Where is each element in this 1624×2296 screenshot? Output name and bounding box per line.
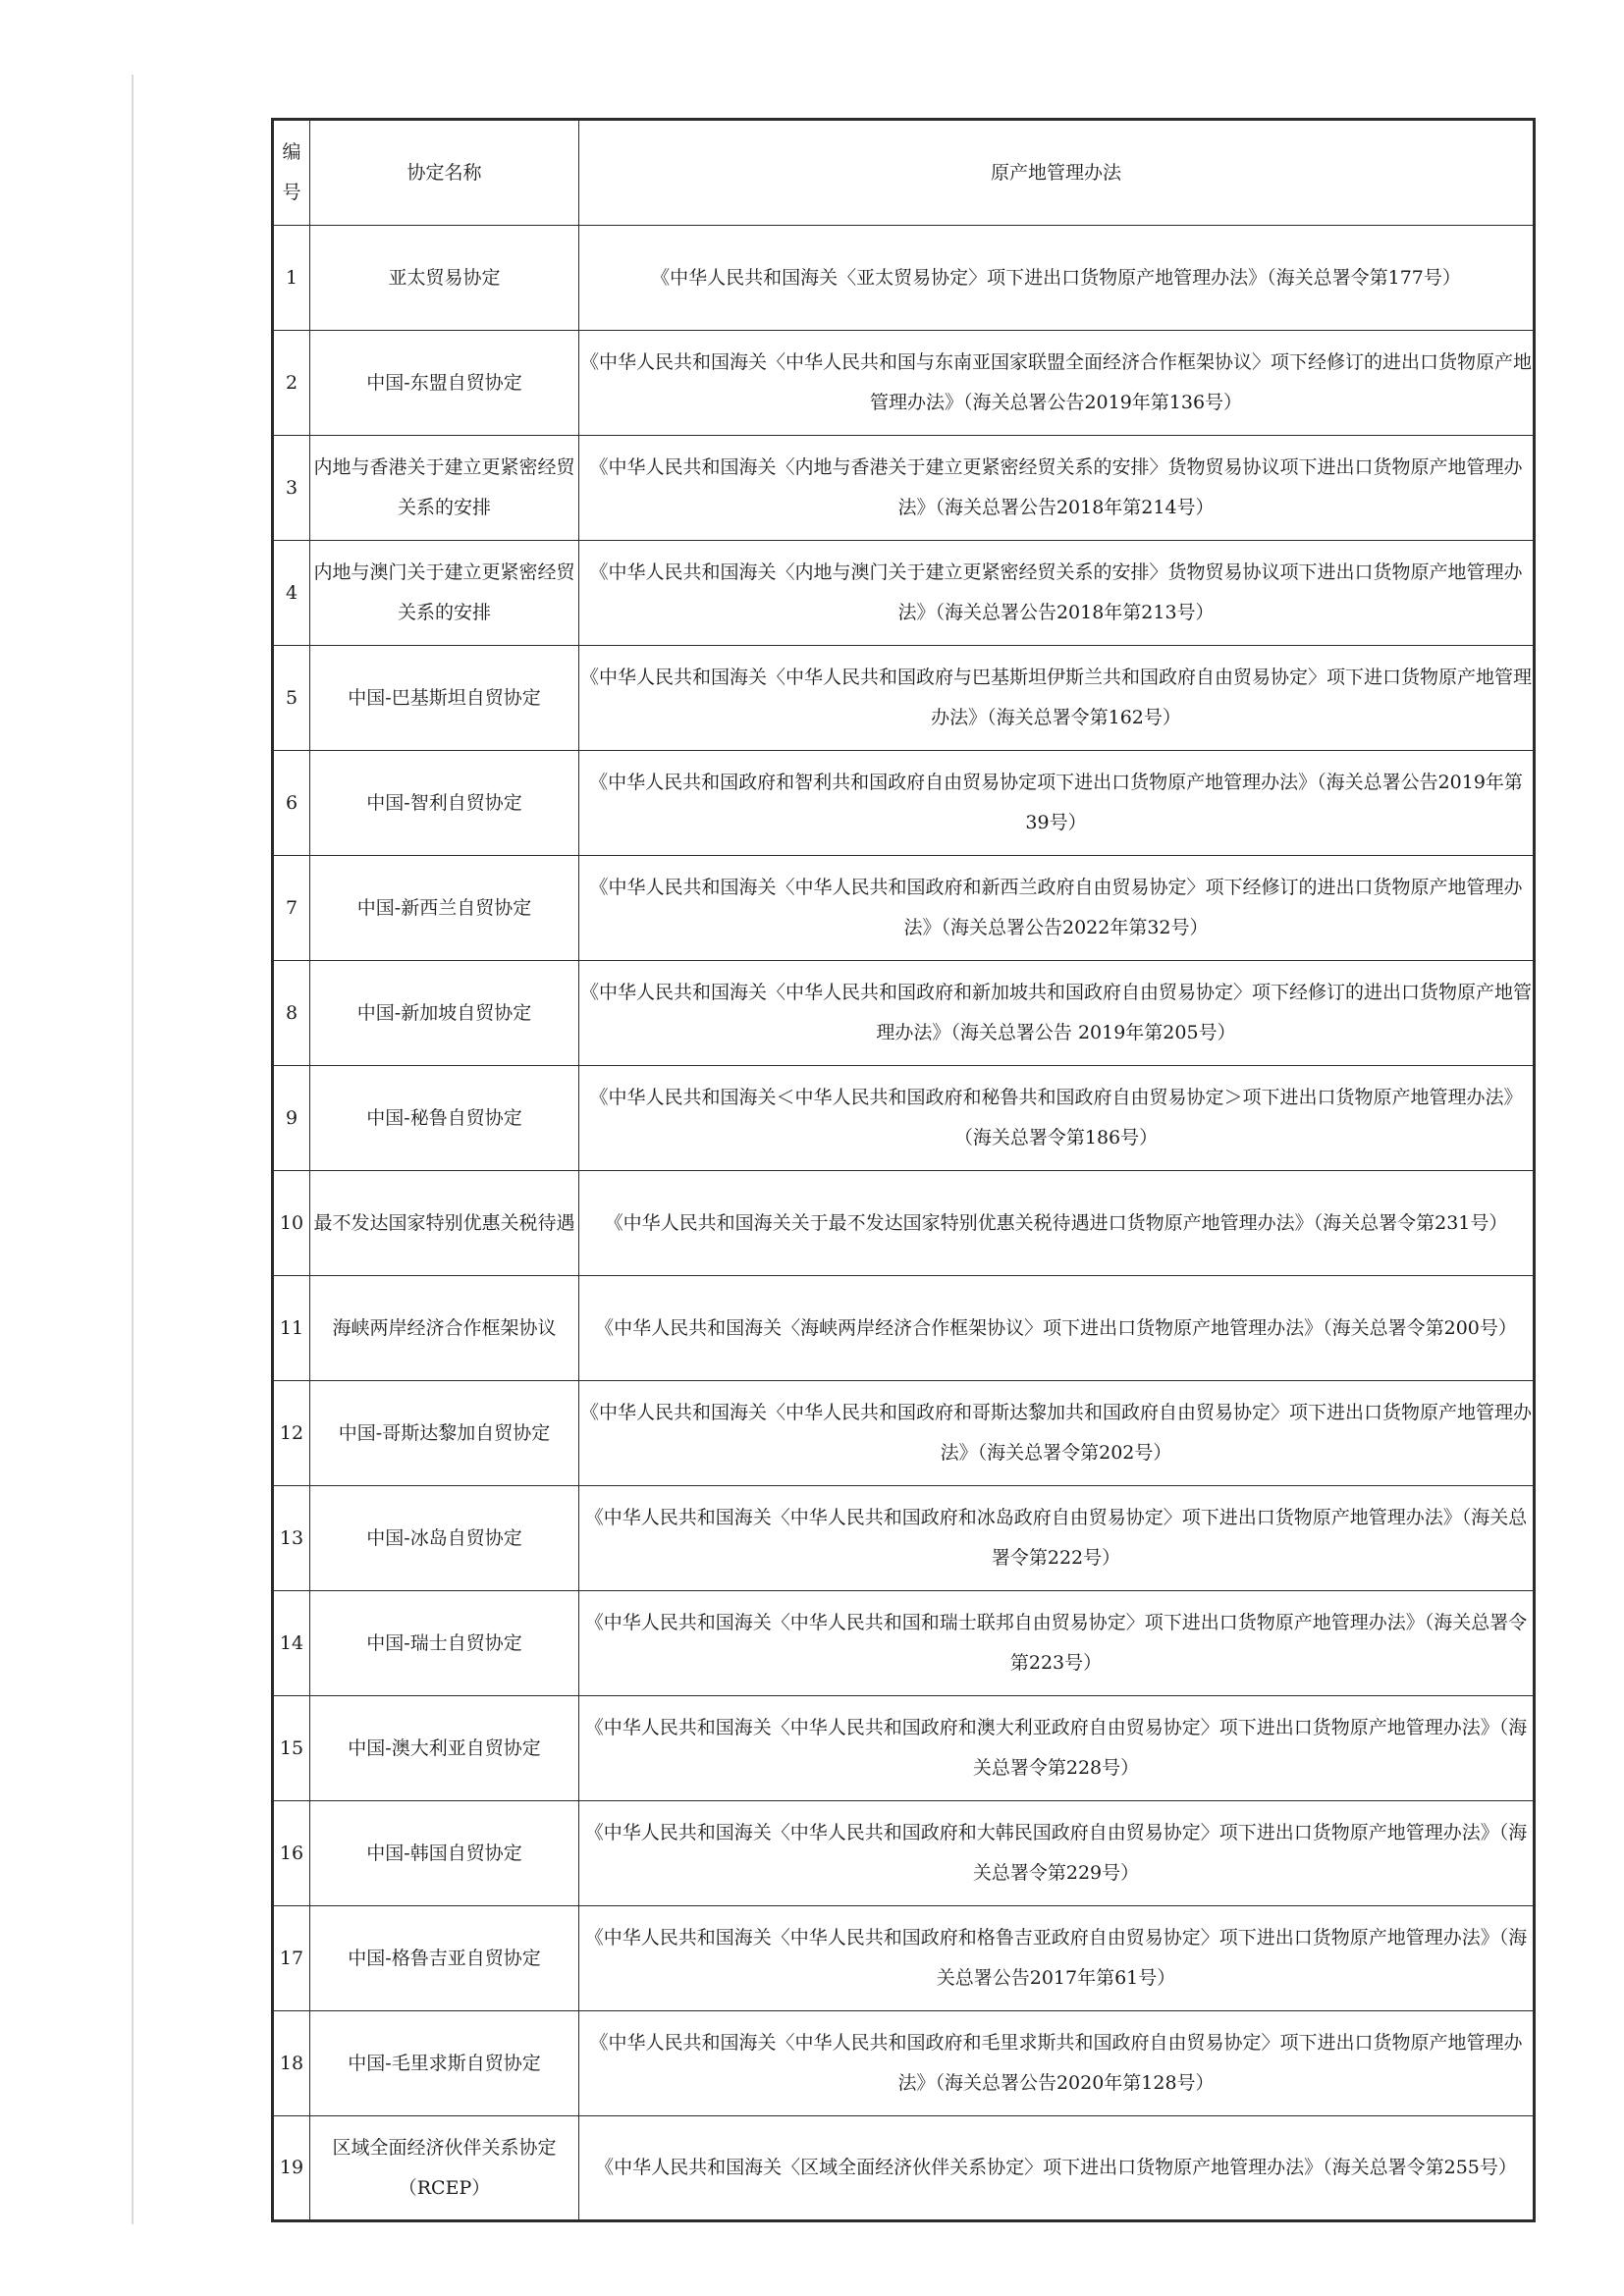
origin-rules-table-container bbox=[271, 118, 1533, 2222]
agreement-name: 内地与澳门关于建立更紧密经贸关系的安排 bbox=[310, 541, 579, 646]
row-number: 17 bbox=[273, 1906, 310, 2011]
table-row bbox=[273, 226, 1535, 331]
page-margin-line bbox=[132, 75, 134, 2224]
agreement-name: 中国-新加坡自贸协定 bbox=[310, 961, 579, 1066]
table-body bbox=[273, 226, 1535, 2221]
origin-method: 《中华人民共和国海关＜中华人民共和国政府和秘鲁共和国政府自由贸易协定＞项下进出口货物原产地管理办法》（海关总署令第186号） bbox=[579, 1066, 1535, 1171]
row-number: 10 bbox=[273, 1171, 310, 1276]
origin-method: 《中华人民共和国海关〈内地与澳门关于建立更紧密经贸关系的安排〉货物贸易协议项下进出口货物原产地管理办法》（海关总署公告2018年第213号） bbox=[579, 541, 1535, 646]
agreement-name: 海峡两岸经济合作框架协议 bbox=[310, 1276, 579, 1381]
table-row bbox=[273, 646, 1535, 751]
row-number: 11 bbox=[273, 1276, 310, 1381]
origin-method: 《中华人民共和国海关〈亚太贸易协定〉项下进出口货物原产地管理办法》（海关总署令第177号） bbox=[579, 226, 1535, 331]
row-number: 7 bbox=[273, 856, 310, 961]
header-number: 编号 bbox=[273, 120, 310, 226]
agreement-name: 中国-秘鲁自贸协定 bbox=[310, 1066, 579, 1171]
table-row bbox=[273, 1801, 1535, 1906]
origin-method: 《中华人民共和国海关〈中华人民共和国政府和冰岛政府自由贸易协定〉项下进出口货物原产地管理办法》（海关总署令第222号） bbox=[579, 1486, 1535, 1591]
table-row bbox=[273, 751, 1535, 856]
origin-method: 《中华人民共和国海关〈中华人民共和国政府和新西兰政府自由贸易协定〉项下经修订的进出口货物原产地管理办法》（海关总署公告2022年第32号） bbox=[579, 856, 1535, 961]
row-number: 13 bbox=[273, 1486, 310, 1591]
table-row bbox=[273, 1171, 1535, 1276]
agreement-name: 中国-冰岛自贸协定 bbox=[310, 1486, 579, 1591]
table-row bbox=[273, 961, 1535, 1066]
origin-method: 《中华人民共和国海关〈区域全面经济伙伴关系协定〉项下进出口货物原产地管理办法》（海关总署令第255号） bbox=[579, 2116, 1535, 2221]
agreement-name: 中国-格鲁吉亚自贸协定 bbox=[310, 1906, 579, 2011]
origin-method: 《中华人民共和国海关〈中华人民共和国政府和新加坡共和国政府自由贸易协定〉项下经修订的进出口货物原产地管理办法》（海关总署公告 2019年第205号） bbox=[579, 961, 1535, 1066]
table-row bbox=[273, 1591, 1535, 1696]
agreement-name: 中国-巴基斯坦自贸协定 bbox=[310, 646, 579, 751]
row-number: 16 bbox=[273, 1801, 310, 1906]
header-agreement-name: 协定名称 bbox=[310, 120, 579, 226]
origin-method: 《中华人民共和国海关〈中华人民共和国政府和大韩民国政府自由贸易协定〉项下进出口货物原产地管理办法》（海关总署令第229号） bbox=[579, 1801, 1535, 1906]
table-row bbox=[273, 1696, 1535, 1801]
agreement-name: 中国-智利自贸协定 bbox=[310, 751, 579, 856]
agreement-name: 内地与香港关于建立更紧密经贸关系的安排 bbox=[310, 436, 579, 541]
table-row bbox=[273, 331, 1535, 436]
row-number: 18 bbox=[273, 2011, 310, 2116]
table-row bbox=[273, 1906, 1535, 2011]
agreement-name: 中国-澳大利亚自贸协定 bbox=[310, 1696, 579, 1801]
row-number: 19 bbox=[273, 2116, 310, 2221]
table-row bbox=[273, 436, 1535, 541]
row-number: 15 bbox=[273, 1696, 310, 1801]
origin-method: 《中华人民共和国海关〈中华人民共和国政府与巴基斯坦伊斯兰共和国政府自由贸易协定〉项下进口货物原产地管理办法》（海关总署令第162号） bbox=[579, 646, 1535, 751]
row-number: 6 bbox=[273, 751, 310, 856]
row-number: 2 bbox=[273, 331, 310, 436]
agreement-name: 最不发达国家特别优惠关税待遇 bbox=[310, 1171, 579, 1276]
agreement-name: 中国-新西兰自贸协定 bbox=[310, 856, 579, 961]
origin-method: 《中华人民共和国海关〈中华人民共和国政府和哥斯达黎加共和国政府自由贸易协定〉项下进出口货物原产地管理办法》（海关总署令第202号） bbox=[579, 1381, 1535, 1486]
agreement-name: 亚太贸易协定 bbox=[310, 226, 579, 331]
table-header-row bbox=[273, 120, 1535, 226]
row-number: 12 bbox=[273, 1381, 310, 1486]
row-number: 8 bbox=[273, 961, 310, 1066]
row-number: 5 bbox=[273, 646, 310, 751]
row-number: 3 bbox=[273, 436, 310, 541]
table-row bbox=[273, 2011, 1535, 2116]
origin-method: 《中华人民共和国海关〈中华人民共和国政府和澳大利亚政府自由贸易协定〉项下进出口货物原产地管理办法》（海关总署令第228号） bbox=[579, 1696, 1535, 1801]
row-number: 14 bbox=[273, 1591, 310, 1696]
origin-method: 《中华人民共和国海关〈中华人民共和国和瑞士联邦自由贸易协定〉项下进出口货物原产地管理办法》（海关总署令第223号） bbox=[579, 1591, 1535, 1696]
table-row bbox=[273, 1066, 1535, 1171]
row-number: 9 bbox=[273, 1066, 310, 1171]
agreement-name: 中国-哥斯达黎加自贸协定 bbox=[310, 1381, 579, 1486]
table-row bbox=[273, 2116, 1535, 2221]
origin-method: 《中华人民共和国海关〈中华人民共和国政府和格鲁吉亚政府自由贸易协定〉项下进出口货物原产地管理办法》（海关总署公告2017年第61号） bbox=[579, 1906, 1535, 2011]
table-row bbox=[273, 1486, 1535, 1591]
header-origin-method: 原产地管理办法 bbox=[579, 120, 1535, 226]
row-number: 1 bbox=[273, 226, 310, 331]
origin-method: 《中华人民共和国海关〈内地与香港关于建立更紧密经贸关系的安排〉货物贸易协议项下进出口货物原产地管理办法》（海关总署公告2018年第214号） bbox=[579, 436, 1535, 541]
table-row bbox=[273, 1381, 1535, 1486]
origin-rules-table bbox=[271, 118, 1536, 2222]
table-row bbox=[273, 856, 1535, 961]
origin-method: 《中华人民共和国海关〈中华人民共和国政府和毛里求斯共和国政府自由贸易协定〉项下进出口货物原产地管理办法》（海关总署公告2020年第128号） bbox=[579, 2011, 1535, 2116]
table-row bbox=[273, 541, 1535, 646]
table-row bbox=[273, 1276, 1535, 1381]
agreement-name: 区域全面经济伙伴关系协定（RCEP） bbox=[310, 2116, 579, 2221]
origin-method: 《中华人民共和国海关〈海峡两岸经济合作框架协议〉项下进出口货物原产地管理办法》（海关总署令第200号） bbox=[579, 1276, 1535, 1381]
agreement-name: 中国-瑞士自贸协定 bbox=[310, 1591, 579, 1696]
agreement-name: 中国-韩国自贸协定 bbox=[310, 1801, 579, 1906]
agreement-name: 中国-东盟自贸协定 bbox=[310, 331, 579, 436]
row-number: 4 bbox=[273, 541, 310, 646]
agreement-name: 中国-毛里求斯自贸协定 bbox=[310, 2011, 579, 2116]
origin-method: 《中华人民共和国政府和智利共和国政府自由贸易协定项下进出口货物原产地管理办法》（海关总署公告2019年第39号） bbox=[579, 751, 1535, 856]
origin-method: 《中华人民共和国海关〈中华人民共和国与东南亚国家联盟全面经济合作框架协议〉项下经修订的进出口货物原产地管理办法》（海关总署公告2019年第136号） bbox=[579, 331, 1535, 436]
origin-method: 《中华人民共和国海关关于最不发达国家特别优惠关税待遇进口货物原产地管理办法》（海关总署令第231号） bbox=[579, 1171, 1535, 1276]
